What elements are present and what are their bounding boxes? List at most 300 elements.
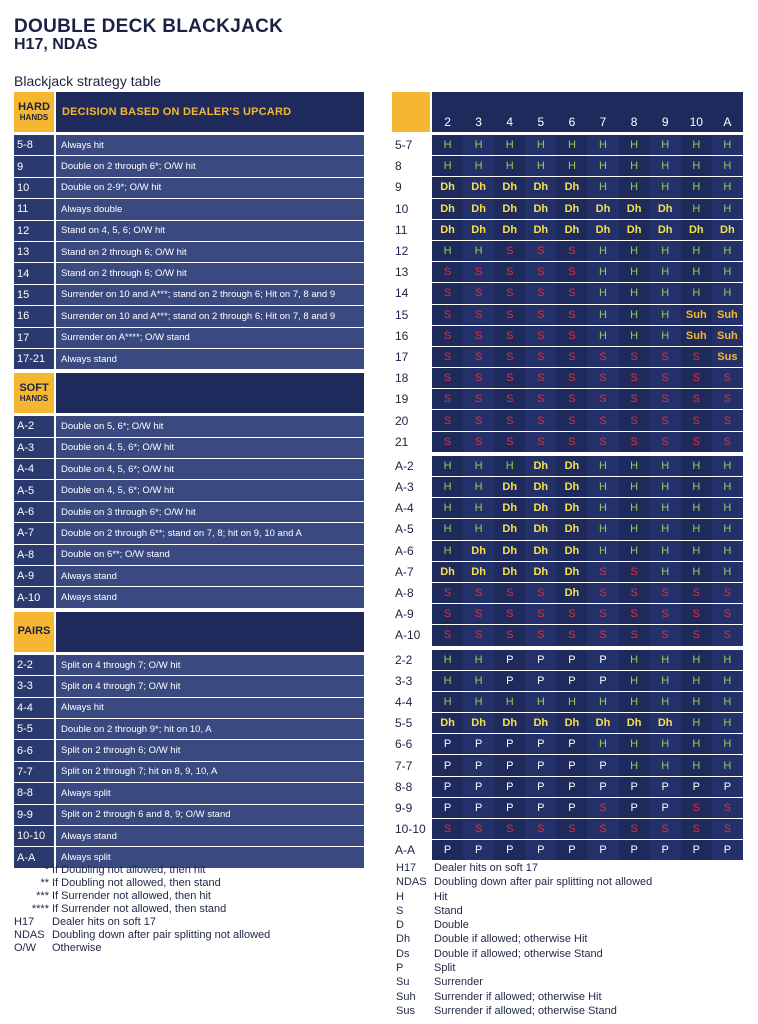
section-badge (14, 92, 54, 132)
strategy-cell: S (712, 410, 743, 430)
footnote-marker: * (44, 864, 49, 876)
strategy-cell: P (630, 844, 638, 857)
strategy-cell: H (650, 456, 681, 476)
strategy-cell: H (587, 326, 618, 346)
hand-label: A-9 (14, 566, 54, 586)
legend-text: Stand (434, 904, 463, 917)
strategy-cell: Suh (685, 308, 707, 321)
rules-list (14, 655, 364, 868)
rule-row (14, 349, 364, 369)
legend-row (396, 904, 746, 918)
strategy-cell: P (506, 759, 514, 772)
strategy-cell: H (567, 139, 576, 152)
strategy-cell: S (568, 266, 576, 279)
grid-cells (432, 519, 743, 539)
grid-hand-label: A-9 (392, 604, 430, 624)
strategy-cell: S (463, 625, 494, 645)
strategy-cell: H (650, 692, 681, 712)
strategy-cell: S (587, 389, 618, 409)
grid-hand-label: 5-7 (392, 135, 430, 155)
strategy-cell: H (712, 241, 743, 261)
strategy-cell: S (568, 823, 576, 836)
strategy-cell: S (443, 372, 452, 385)
strategy-cell: S (587, 819, 618, 839)
strategy-cell: Dh (525, 498, 556, 518)
strategy-cell: Suh (712, 326, 743, 346)
strategy-cell: S (650, 368, 681, 388)
rule-row (14, 156, 364, 176)
rule-text: Surrender on 10 and A***; stand on 2 through 6; Hit on 7, 8 and 9 (56, 306, 364, 326)
strategy-cell: S (587, 583, 618, 603)
hand-label: 9-9 (14, 805, 54, 825)
strategy-cell: S (525, 410, 556, 430)
strategy-cell: Dh (525, 199, 556, 219)
strategy-cell: H (650, 326, 681, 346)
rule-row (14, 328, 364, 348)
legend-key: NDAS (396, 876, 427, 889)
strategy-cell: P (568, 738, 576, 751)
grid-cells (432, 305, 743, 325)
strategy-cell: H (525, 692, 556, 712)
legend-row (396, 961, 746, 975)
strategy-cell: H (587, 456, 618, 476)
abbreviation-key: O/W (14, 942, 36, 954)
upcard-header-row (432, 92, 743, 132)
strategy-cell: H (712, 456, 743, 476)
rules-list (14, 135, 364, 369)
strategy-cell: S (463, 604, 494, 624)
strategy-cell: H (630, 329, 639, 342)
strategy-cell: S (463, 305, 494, 325)
grid-hand-label: 8-8 (392, 777, 430, 797)
strategy-grid-panel (392, 92, 743, 861)
strategy-cell: Dh (564, 202, 580, 215)
strategy-cell: P (525, 671, 556, 691)
grid-row (392, 734, 743, 754)
strategy-cell: P (525, 798, 556, 818)
rule-row (14, 285, 364, 305)
rule-text: Always double (56, 199, 364, 219)
page-subtitle: H17, NDAS (14, 36, 98, 53)
strategy-cell: H (630, 502, 639, 515)
strategy-cell: Dh (502, 717, 518, 730)
hand-label: 15 (14, 285, 54, 305)
grid-hand-label: 2-2 (392, 650, 430, 670)
abbreviation-row (14, 942, 374, 955)
strategy-cell: S (587, 410, 618, 430)
strategy-cell: S (650, 819, 681, 839)
strategy-cell: P (630, 801, 638, 814)
upcard-label: 10 (689, 115, 703, 129)
grid-row (392, 135, 743, 155)
grid-hand-label: 17 (392, 347, 430, 367)
grid-row (392, 650, 743, 670)
strategy-cell: S (692, 608, 700, 621)
strategy-cell: H (505, 139, 514, 152)
strategy-cell: P (463, 840, 494, 860)
strategy-cell: H (505, 459, 514, 472)
strategy-cell: Dh (564, 223, 580, 236)
rule-text: Always stand (56, 826, 364, 846)
grid-row (392, 777, 743, 797)
rule-text: Always hit (56, 698, 364, 718)
rule-row (14, 221, 364, 241)
rule-text: Split on 2 through 6; O/W hit (56, 740, 364, 760)
strategy-cell: P (587, 777, 618, 797)
strategy-cell: Dh (564, 565, 580, 578)
strategy-cell: H (463, 692, 494, 712)
strategy-cell: H (630, 459, 639, 472)
strategy-cell: Dh (502, 181, 518, 194)
rule-row (14, 480, 364, 500)
grid-hand-label: A-A (392, 840, 430, 860)
grid-cells (432, 220, 743, 240)
legend-key: Suh (396, 990, 416, 1003)
strategy-cell: S (568, 393, 576, 406)
strategy-cell: S (587, 798, 618, 818)
grid-cells (432, 671, 743, 691)
strategy-cell: S (443, 629, 452, 642)
strategy-cell: H (692, 565, 701, 578)
legend-text: Double (434, 919, 469, 932)
section-badge-label: PAIRS (17, 625, 51, 638)
strategy-cell: H (712, 156, 743, 176)
grid-hand-label: 19 (392, 389, 430, 409)
strategy-cell: H (587, 734, 618, 754)
footnote-marker: ** (40, 877, 49, 889)
grid-hand-label: 10-10 (392, 819, 430, 839)
upcard-label: 4 (506, 115, 514, 129)
strategy-cell: H (650, 755, 681, 775)
hand-label: 2-2 (14, 655, 54, 675)
strategy-cell: S (630, 350, 638, 363)
strategy-cell: P (443, 738, 452, 751)
upcard-label: 9 (661, 115, 669, 129)
section-bar (56, 612, 364, 652)
strategy-cell: Dh (650, 220, 681, 240)
strategy-cell: H (692, 481, 701, 494)
grid-row (392, 347, 743, 367)
strategy-cell: S (630, 629, 638, 642)
grid-row (392, 220, 743, 240)
strategy-cell: Dh (440, 717, 455, 730)
grid-cells (432, 156, 743, 176)
strategy-cell: P (568, 759, 576, 772)
strategy-cell: Dh (525, 456, 556, 476)
strategy-cell: H (630, 266, 639, 279)
strategy-cell: H (443, 502, 452, 515)
strategy-cell: H (630, 738, 639, 751)
strategy-cell: Suh (712, 305, 743, 325)
strategy-cell: S (630, 565, 638, 578)
strategy-cell: S (650, 410, 681, 430)
legend-key: S (396, 904, 404, 917)
strategy-cell: Dh (440, 565, 455, 578)
strategy-cell: Dh (564, 459, 580, 472)
legend-row (396, 932, 746, 946)
grid-hand-label: 16 (392, 326, 430, 346)
rule-text: Split on 2 through 6 and 8, 9; O/W stand (56, 805, 364, 825)
hand-label: 13 (14, 242, 54, 262)
strategy-cell: H (443, 544, 452, 557)
strategy-cell: H (650, 241, 681, 261)
strategy-cell: Dh (463, 562, 494, 582)
strategy-cell: H (692, 544, 701, 557)
hand-label: 10 (14, 178, 54, 198)
strategy-cell: S (568, 608, 576, 621)
grid-row (392, 241, 743, 261)
strategy-cell: Suh (685, 329, 707, 342)
strategy-cell: S (463, 819, 494, 839)
strategy-cell: H (567, 695, 576, 708)
strategy-cell: P (506, 780, 514, 793)
grid-hand-label: 13 (392, 262, 430, 282)
strategy-cell: H (443, 674, 452, 687)
strategy-cell: S (443, 587, 452, 600)
strategy-cell: H (587, 156, 618, 176)
upcard-label: 2 (444, 115, 451, 129)
grid-cells (432, 199, 743, 219)
grid-hand-label: A-4 (392, 498, 430, 518)
strategy-cell: S (568, 329, 576, 342)
strategy-cell: S (443, 287, 452, 300)
legend-key: D (396, 919, 404, 932)
strategy-cell: H (630, 544, 639, 557)
grid-row (392, 583, 743, 603)
footnote-text: If Doubling not allowed, then stand (52, 877, 221, 889)
strategy-cell: Dh (463, 199, 494, 219)
strategy-cell: H (692, 695, 701, 708)
strategy-cell: P (712, 840, 743, 860)
footnote-marker: **** (31, 903, 49, 915)
strategy-cell: P (525, 755, 556, 775)
grid-cells (432, 798, 743, 818)
grid-row (392, 177, 743, 197)
strategy-cell: Dh (587, 220, 618, 240)
rule-row (14, 263, 364, 283)
strategy-cell: H (692, 759, 701, 772)
strategy-cell: S (692, 414, 700, 427)
strategy-cell: S (692, 801, 700, 814)
rule-text: Always hit (56, 135, 364, 155)
strategy-cell: H (463, 135, 494, 155)
strategy-cell: H (630, 481, 639, 494)
abbreviation-key: NDAS (14, 929, 45, 941)
legend-key: P (396, 962, 404, 975)
strategy-cell: S (712, 625, 743, 645)
footnote-row (14, 877, 374, 890)
grid-cells (432, 498, 743, 518)
strategy-cell: S (650, 347, 681, 367)
strategy-cell: S (506, 266, 514, 279)
hand-label: 7-7 (14, 762, 54, 782)
strategy-cell: H (463, 671, 494, 691)
strategy-cell: S (525, 262, 556, 282)
strategy-cell: S (650, 583, 681, 603)
rule-row (14, 135, 364, 155)
strategy-cell: S (692, 393, 700, 406)
rule-row (14, 762, 364, 782)
strategy-cell: S (506, 308, 514, 321)
strategy-cell: H (443, 523, 452, 536)
legend-row (396, 918, 746, 932)
rules-list (14, 416, 364, 608)
strategy-cell: Dh (564, 502, 580, 515)
abbreviation-text: Otherwise (52, 942, 102, 954)
strategy-cell: S (712, 798, 743, 818)
grid-cells (432, 135, 743, 155)
hand-label: A-7 (14, 523, 54, 543)
strategy-cell: H (650, 541, 681, 561)
strategy-cell: H (505, 695, 514, 708)
abbreviation-row (14, 929, 374, 942)
grid-row (392, 477, 743, 497)
strategy-cell: P (525, 777, 556, 797)
strategy-cell: S (506, 414, 514, 427)
strategy-cell: Dh (650, 713, 681, 733)
grid-cells (432, 562, 743, 582)
strategy-cell: S (506, 629, 514, 642)
grid-hand-label: 9 (392, 177, 430, 197)
rule-row (14, 438, 364, 458)
strategy-cell: S (712, 583, 743, 603)
strategy-cell: H (712, 283, 743, 303)
strategy-cell: S (525, 283, 556, 303)
strategy-cell: S (692, 823, 700, 836)
grid-cells (432, 456, 743, 476)
rule-text: Double on 3 through 6*; O/W hit (56, 502, 364, 522)
legend-row (396, 861, 746, 875)
strategy-cell: H (463, 498, 494, 518)
grid-row (392, 199, 743, 219)
strategy-cell: P (506, 738, 514, 751)
legend-row (396, 947, 746, 961)
strategy-cell: H (712, 541, 743, 561)
legend-text: Surrender if allowed; otherwise Hit (434, 990, 602, 1003)
strategy-cell: S (587, 347, 618, 367)
rule-text: Always stand (56, 566, 364, 586)
abbreviation-text: Doubling down after pair splitting not allowed (52, 929, 271, 941)
strategy-cell: P (587, 650, 618, 670)
rule-text: Double on 2 through 9*; hit on 10, A (56, 719, 364, 739)
strategy-cell: H (692, 523, 701, 536)
strategy-cell: H (587, 692, 618, 712)
strategy-cell: P (587, 755, 618, 775)
strategy-cell: H (712, 498, 743, 518)
table-caption: Blackjack strategy table (14, 73, 162, 89)
strategy-cell: S (463, 583, 494, 603)
rule-row (14, 199, 364, 219)
grid-cells (432, 713, 743, 733)
legend-text: Surrender if allowed; otherwise Stand (434, 1004, 617, 1017)
strategy-cell: H (587, 283, 618, 303)
rule-row (14, 655, 364, 675)
grid-header-badge (392, 92, 430, 132)
strategy-cell: P (463, 798, 494, 818)
strategy-cell: H (525, 135, 556, 155)
section-bar (56, 373, 364, 413)
strategy-cell: S (712, 604, 743, 624)
strategy-cell: S (525, 819, 556, 839)
strategy-cell: H (712, 755, 743, 775)
strategy-cell: Dh (502, 544, 518, 557)
rule-text: Split on 4 through 7; O/W hit (56, 676, 364, 696)
strategy-cell: S (443, 608, 452, 621)
strategy-cell: S (443, 823, 452, 836)
strategy-cell: P (587, 840, 618, 860)
strategy-cell: P (443, 759, 452, 772)
legend-row (396, 890, 746, 904)
strategy-cell: P (506, 653, 514, 666)
strategy-cell: S (463, 262, 494, 282)
section-badge-sublabel: HANDS (19, 113, 49, 122)
strategy-cell: S (650, 389, 681, 409)
left-notes (14, 864, 374, 955)
legend-row (396, 990, 746, 1004)
strategy-cell: S (712, 389, 743, 409)
grid-row (392, 755, 743, 775)
hand-label: A-6 (14, 502, 54, 522)
rule-text: Double on 2 through 6*; O/W hit (56, 156, 364, 176)
strategy-cell: H (630, 674, 639, 687)
footnote-text: If Doubling not allowed, then hit (52, 864, 206, 876)
grid-cells (432, 840, 743, 860)
grid-cells (432, 650, 743, 670)
strategy-cell: S (463, 389, 494, 409)
strategy-cell: S (463, 410, 494, 430)
strategy-cell: H (443, 160, 452, 173)
strategy-cell: S (587, 368, 618, 388)
strategy-cell: H (587, 262, 618, 282)
strategy-cell: Dh (564, 717, 580, 730)
hand-label: A-4 (14, 459, 54, 479)
strategy-cell: H (692, 674, 701, 687)
strategy-cell: S (568, 350, 576, 363)
grid-cells (432, 347, 743, 367)
strategy-cell: P (506, 674, 514, 687)
grid-hand-label: 4-4 (392, 692, 430, 712)
grid-row (392, 819, 743, 839)
grid-body (392, 135, 743, 860)
strategy-cell: S (692, 629, 700, 642)
strategy-cell: S (692, 350, 700, 363)
page-title: DOUBLE DECK BLACKJACK (14, 16, 284, 37)
strategy-cell: H (692, 139, 701, 152)
strategy-cell: S (506, 823, 514, 836)
strategy-cell: H (712, 671, 743, 691)
grid-row (392, 305, 743, 325)
strategy-cell: S (525, 326, 556, 346)
hand-label: 5-5 (14, 719, 54, 739)
grid-hand-label: A-2 (392, 456, 430, 476)
strategy-cell: S (525, 604, 556, 624)
strategy-cell: H (650, 519, 681, 539)
legend-key: H (396, 890, 404, 903)
strategy-cell: S (568, 414, 576, 427)
hand-label: 17 (14, 328, 54, 348)
section-badge (14, 612, 54, 652)
grid-cells (432, 777, 743, 797)
rule-text: Surrender on A****; O/W stand (56, 328, 364, 348)
strategy-cell: H (630, 287, 639, 300)
strategy-cell: Dh (626, 223, 642, 236)
hand-label: 11 (14, 199, 54, 219)
hand-label: 4-4 (14, 698, 54, 718)
rule-text: Surrender on 10 and A***; stand on 2 through 6; Hit on 7, 8 and 9 (56, 285, 364, 305)
legend-text: Double if allowed; otherwise Hit (434, 933, 588, 946)
hand-label: A-3 (14, 438, 54, 458)
strategy-cell: H (712, 477, 743, 497)
